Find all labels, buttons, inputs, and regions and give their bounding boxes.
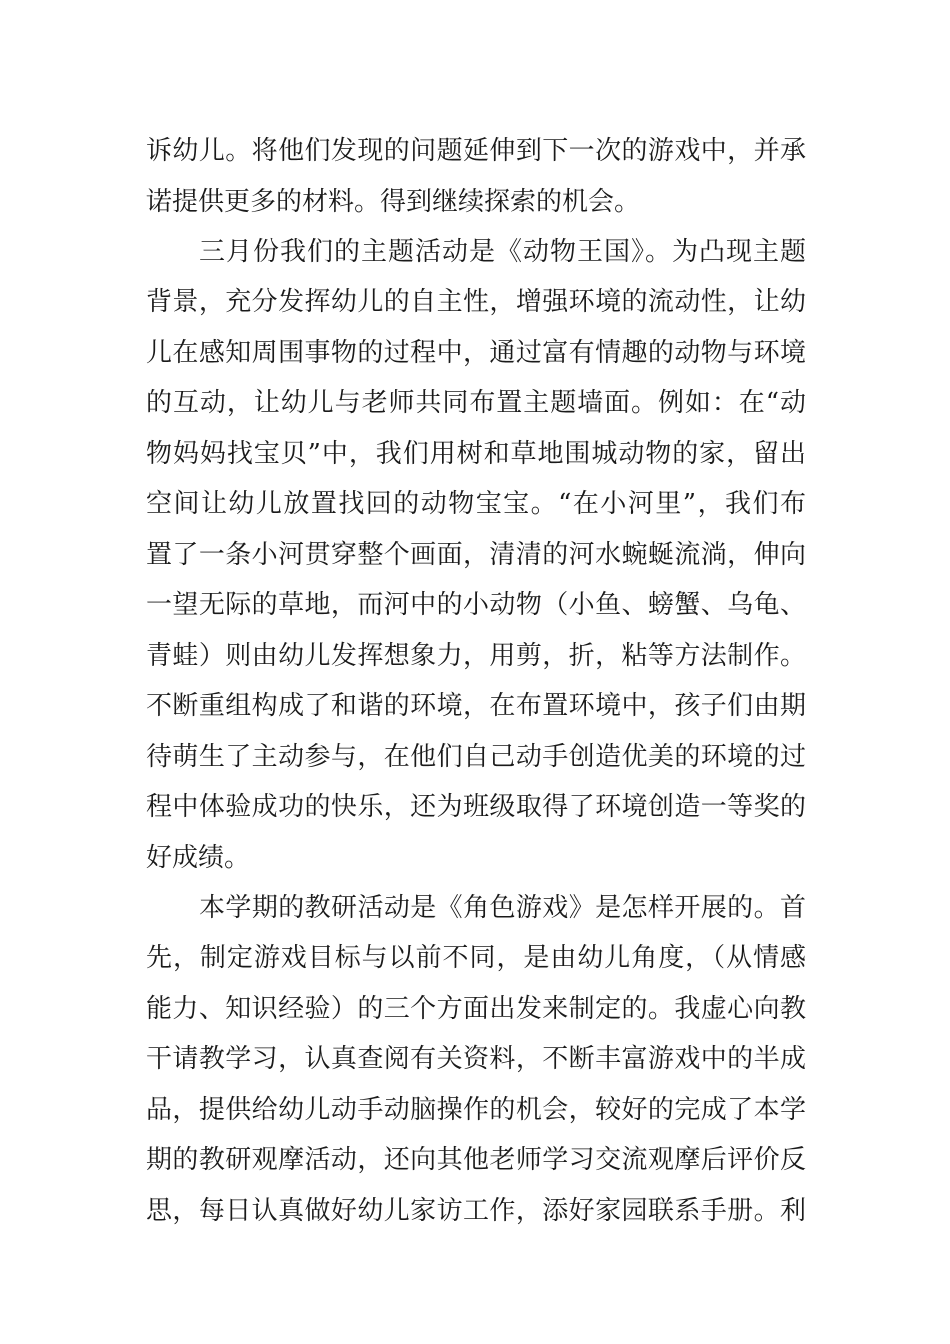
text-line: 期的教研观摩活动，还向其他老师学习交流观摩后评价反 [146, 1145, 806, 1175]
text-line: 背景，充分发挥幼儿的自主性，增强环境的流动性，让幼 [146, 287, 806, 317]
text-line: 思，每日认真做好幼儿家访工作，添好家园联系手册。利 [146, 1196, 806, 1226]
text-line: 置了一条小河贯穿整个画面，清清的河水蜿蜒流淌，伸向 [146, 540, 806, 570]
text-line: 待萌生了主动参与，在他们自己动手创造优美的环境的过 [146, 742, 806, 772]
text-line: 能力、知识经验）的三个方面出发来制定的。我虚心向教 [146, 994, 806, 1024]
paragraph-first-line: 本学期的教研活动是《角色游戏》是怎样开展的。首 [199, 893, 806, 923]
text-line: 好成绩。 [146, 843, 251, 873]
text-line: 空间让幼儿放置找回的动物宝宝。“在小河里”，我们布 [146, 489, 806, 519]
text-line: 的互动，让幼儿与老师共同布置主题墙面。例如：在“动 [146, 388, 806, 418]
text-line: 物妈妈找宝贝”中，我们用树和草地围城动物的家，留出 [146, 439, 806, 469]
text-line: 不断重组构成了和谐的环境，在布置环境中，孩子们由期 [146, 691, 806, 721]
text-line: 干请教学习，认真查阅有关资料，不断丰富游戏中的半成 [146, 1044, 806, 1074]
text-line: 诉幼儿。将他们发现的问题延伸到下一次的游戏中，并承 [146, 136, 806, 166]
text-line: 儿在感知周围事物的过程中，通过富有情趣的动物与环境 [146, 338, 806, 368]
text-line: 青蛙）则由幼儿发挥想象力，用剪，折，粘等方法制作。 [146, 641, 806, 671]
text-line: 一望无际的草地，而河中的小动物（小鱼、螃蟹、乌龟、 [146, 590, 806, 620]
paragraph-first-line: 三月份我们的主题活动是《动物王国》。为凸现主题 [199, 237, 806, 267]
text-line: 诺提供更多的材料。得到继续探索的机会。 [146, 187, 641, 217]
text-line: 程中体验成功的快乐，还为班级取得了环境创造一等奖的 [146, 792, 806, 822]
text-line: 品，提供给幼儿动手动脑操作的机会，较好的完成了本学 [146, 1095, 806, 1125]
text-line: 先，制定游戏目标与以前不同，是由幼儿角度，（从情感 [146, 943, 806, 973]
